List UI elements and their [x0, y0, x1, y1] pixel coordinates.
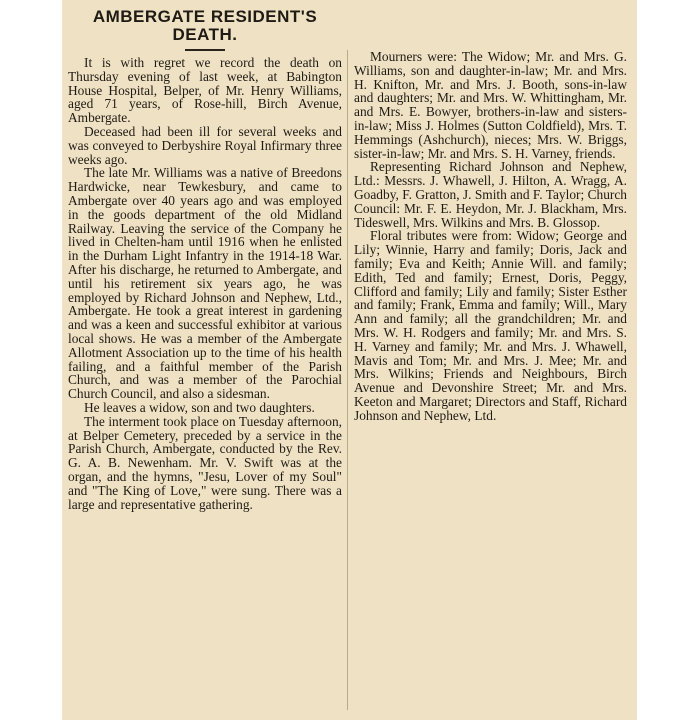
- left-column: [68, 0, 342, 511]
- headline: [68, 8, 342, 44]
- headline-line-2: DEATH.: [172, 25, 238, 44]
- paragraph-announcement: It is with regret we record the death on Thursday evening of last week, at Babington House Hospital, Belper, of Mr. Henry Williams, aged 71 years, of Rose-hill, Birch Avenue, Ambergate.: [68, 55, 342, 126]
- headline-line-1: AMBERGATE RESIDENT'S: [92, 7, 318, 26]
- right-column: [354, 50, 627, 423]
- paragraph-mourners: Mourners were: The Widow; Mr. and Mrs. G. Williams, son and daughter-in-law; Mr. and Mrs. H. Knifton, Mr. and Mrs. J. Booth, sons-in-law and daughters; Mr. and Mrs. W. Whittingham, Mr. and Mrs. E. Bowyer, brothers-in-law and sisters-in-law; Miss J. Holmes (Sutton Coldfield), Mrs. T. Hemmings (Ashchurch), nieces; Mrs. W. Briggs, sister-in-law; Mr. and Mrs. S. H. Varney, friends.: [354, 49, 627, 161]
- newspaper-clipping: [62, 0, 637, 720]
- paragraph-illness: Deceased had been ill for several weeks and was conveyed to Derbyshire Royal Infirmary three weeks ago.: [68, 123, 342, 167]
- paragraph-floral-tributes: Floral tributes were from: Widow; George and Lily; Winnie, Harry and family; Doris, Jack and family; Eva and Keith; Annie Will. and family; Edith, Ted and family; Ernest, Doris, Peggy, Clifford and family; Lily and family; Sister Esther and family; Frank, Emma and family; Will., Mary Ann and family; all the grandchildren; Mr. and Mrs. W. H. Rodgers and family; Mr. and Mrs. S. H. Varney and family; Mr. and Mrs. J. Whawell, Mavis and Tom; Mr. and Mrs. J. Mee; Mr. and Mrs. Wilkins; Friends and Neighbours, Birch Avenue and Devonshire Street; Mr. and Mrs. Keeton and Margaret; Directors and Staff, Richard Johnson and Nephew, Ltd.: [354, 228, 627, 423]
- paragraph-biography: The late Mr. Williams was a native of Breedons Hardwicke, near Tewkesbury, and came to Ambergate over 40 years ago and was employed in the goods department of the old Midland Railway. Leaving the service of the Company he lived in Chelten-ham until 1916 when he enlisted in the Durham Light Infantry in the 1914-18 War. After his discharge, he returned to Ambergate, and until his retirement six years ago, he was employed by Richard Johnson and Nephew, Ltd., Ambergate. He took a great interest in gardening and was a keen and successful exhibitor at various local shows. He was a member of the Ambergate Allotment Association up to the time of his health failing, and a faithful member of the Parish Church, and was a member of the Parochial Church Council, and also a sidesman.: [68, 165, 342, 402]
- paragraph-representatives: Representing Richard Johnson and Nephew, Ltd.: Messrs. J. Whawell, J. Hilton, A. Wragg, A. Goadby, F. Gratton, J. Smith and F. Taylor; Church Council: Mr. F. E. Heydon, Mr. J. Blackham, Mrs. Tideswell, Mrs. Wilkins and Mrs. B. Glossop.: [354, 159, 627, 230]
- paragraph-interment: The interment took place on Tuesday afternoon, at Belper Cemetery, preceded by a service in the Parish Church, Ambergate, conducted by the Rev. G. A. B. Newenham. Mr. V. Swift was at the organ, and the hymns, "Jesu, Lover of my Soul" and "The King of Love," were sung. There was a large and representative gathering.: [68, 413, 342, 512]
- paragraph-family: He leaves a widow, son and two daughters.: [84, 399, 315, 415]
- column-divider: [347, 50, 348, 710]
- headline-rule: [185, 49, 225, 51]
